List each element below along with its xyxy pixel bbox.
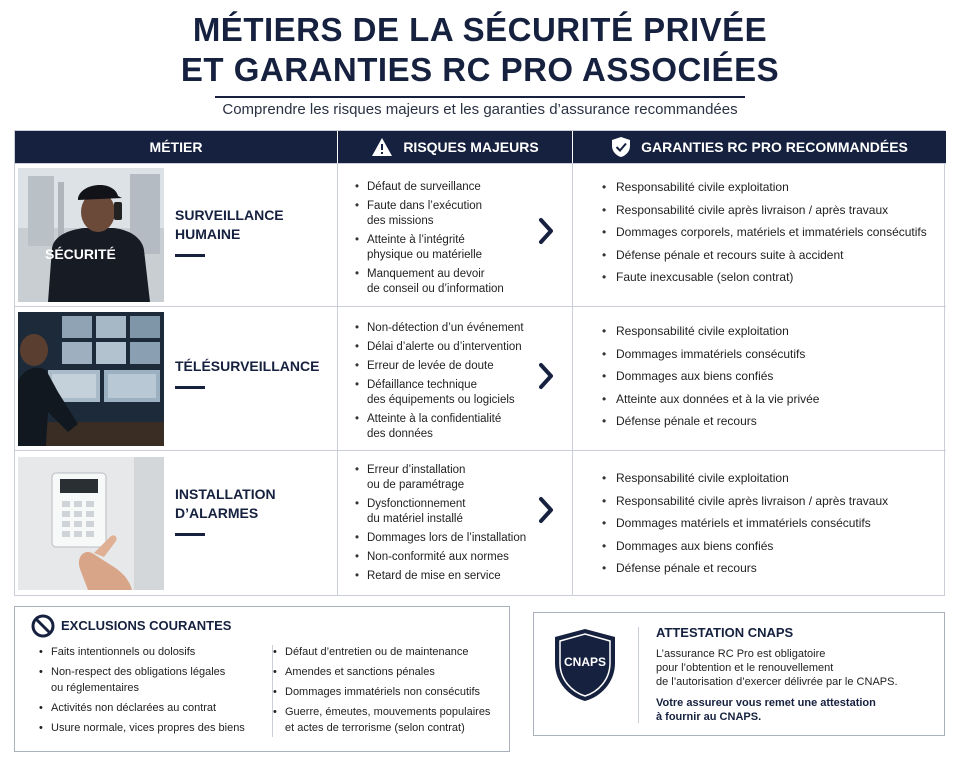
exclusions-list-left [39,644,245,740]
job-title-text: INSTALLATION D’ALARMES [175,486,276,521]
list-item: • Défaut de surveillance [355,180,504,195]
list-item: • Délai d’alerte ou d’intervention [355,340,524,355]
list-item: • Manquement au devoir de conseil ou d’information [355,267,504,297]
list-item: • Responsabilité civile exploitation [602,471,888,486]
list-item: • Défaillance technique des équipements ou logiciels [355,378,524,408]
photo-monitoring-room [18,312,164,446]
list-item: • Défense pénale et recours suite à accident [602,248,927,263]
list-item: • Responsabilité civile exploitation [602,324,819,339]
guarantees-list [602,324,819,437]
shield-check-icon [611,136,631,158]
list-item: • Responsabilité civile exploitation [602,180,927,195]
list-item: • Activités non déclarées au contrat [39,700,245,716]
exclusions-list-right [273,644,490,740]
list-item: • Dommages immatériels consécutifs [602,347,819,362]
chevron-right-icon [536,216,556,251]
guarantees-list [602,471,888,584]
list-item: • Erreur d’installation ou de paramétrage [355,463,526,493]
table-row-surveillance [15,163,946,306]
list-item: • Usure normale, vices propres des biens [39,720,245,736]
cnaps-divider [638,627,639,723]
vest-label: SÉCURITÉ [45,246,116,262]
column-header-metier-label: MÉTIER [149,139,203,155]
list-item: • Non-détection d’un événement [355,321,524,336]
job-title-text: TÉLÉSURVEILLANCE [175,358,320,374]
job-title-underline [175,386,205,389]
list-item: • Faits intentionnels ou dolosifs [39,644,245,660]
cnaps-title: ATTESTATION CNAPS [656,625,794,640]
column-header-metier [15,131,337,163]
cnaps-text: L’assurance RC Pro est obligatoire pour l’obtention et le renouvellement de l’autorisation d’exercer délivrée par le CNAPS. [656,648,898,688]
exclusions-title: EXCLUSIONS COURANTES [61,618,232,633]
list-item: • Atteinte aux données et à la vie privée [602,392,819,407]
column-header-risques [338,131,572,163]
table-row-telesurveillance [15,306,946,450]
column-header-garanties [573,131,946,163]
list-item: • Faute dans l’exécution des missions [355,199,504,229]
cnaps-badge-text: CNAPS [563,655,606,669]
list-item: • Défense pénale et recours [602,561,888,576]
list-item: • Défense pénale et recours [602,414,819,429]
list-item: • Dommages lors de l’installation [355,531,526,546]
list-item: • Dommages aux biens confiés [602,369,819,384]
column-header-garanties-label: GARANTIES RC PRO RECOMMANDÉES [641,139,908,155]
list-item: • Non-conformité aux normes [355,550,526,565]
list-item: • Non-respect des obligations légales ou réglementaires [39,664,245,696]
page-title [0,10,960,90]
risks-list [355,180,504,301]
job-title-underline [175,254,205,257]
list-item: • Atteinte à la confidentialité des données [355,412,524,442]
job-title-underline [175,533,205,536]
title-divider [215,96,745,98]
list-item: • Amendes et sanctions pénales [273,664,490,680]
job-title [175,357,319,389]
list-item: • Atteinte à l’intégrité physique ou matérielle [355,233,504,263]
guarantees-list [602,180,927,293]
list-item: • Erreur de levée de doute [355,359,524,374]
page-subtitle: Comprendre les risques majeurs et les garanties d’assurance recommandées [222,101,738,118]
title-line-1: MÉTIERS DE LA SÉCURITÉ PRIVÉE [192,11,768,48]
job-title-text: SURVEILLANCE HUMAINE [175,207,284,242]
jobs-table [14,130,945,596]
photo-alarm-keypad [18,457,164,590]
list-item: • Dysfonctionnement du matériel installé [355,497,526,527]
cnaps-note: Votre assureur vous remet une attestation à fournir au CNAPS. [656,697,876,723]
job-title [175,485,276,536]
job-title [175,206,284,257]
list-item: • Guerre, émeutes, mouvements populaires et actes de terrorisme (selon contrat) [273,704,490,736]
no-entry-icon [31,614,55,643]
chevron-right-icon [536,495,556,530]
list-item: • Faute inexcusable (selon contrat) [602,270,927,285]
cnaps-shield-icon [552,627,618,708]
warning-icon [371,137,393,157]
exclusions-panel [14,606,510,752]
table-row-installation [15,450,946,597]
list-item: • Responsabilité civile après livraison / après travaux [602,203,927,218]
list-item: • Défaut d’entretien ou de maintenance [273,644,490,660]
list-item: • Retard de mise en service [355,569,526,584]
column-header-risques-label: RISQUES MAJEURS [403,139,539,155]
risks-list [355,321,524,446]
list-item: • Dommages matériels et immatériels consécutifs [602,516,888,531]
list-item: • Responsabilité civile après livraison / après travaux [602,494,888,509]
title-line-2: ET GARANTIES RC PRO ASSOCIÉES [180,51,780,88]
list-item: • Dommages corporels, matériels et immatériels consécutifs [602,225,927,240]
list-item: • Dommages immatériels non consécutifs [273,684,490,700]
chevron-right-icon [536,361,556,396]
cnaps-panel [533,612,945,736]
photo-security-guard [18,168,164,302]
risks-list [355,463,526,588]
list-item: • Dommages aux biens confiés [602,539,888,554]
